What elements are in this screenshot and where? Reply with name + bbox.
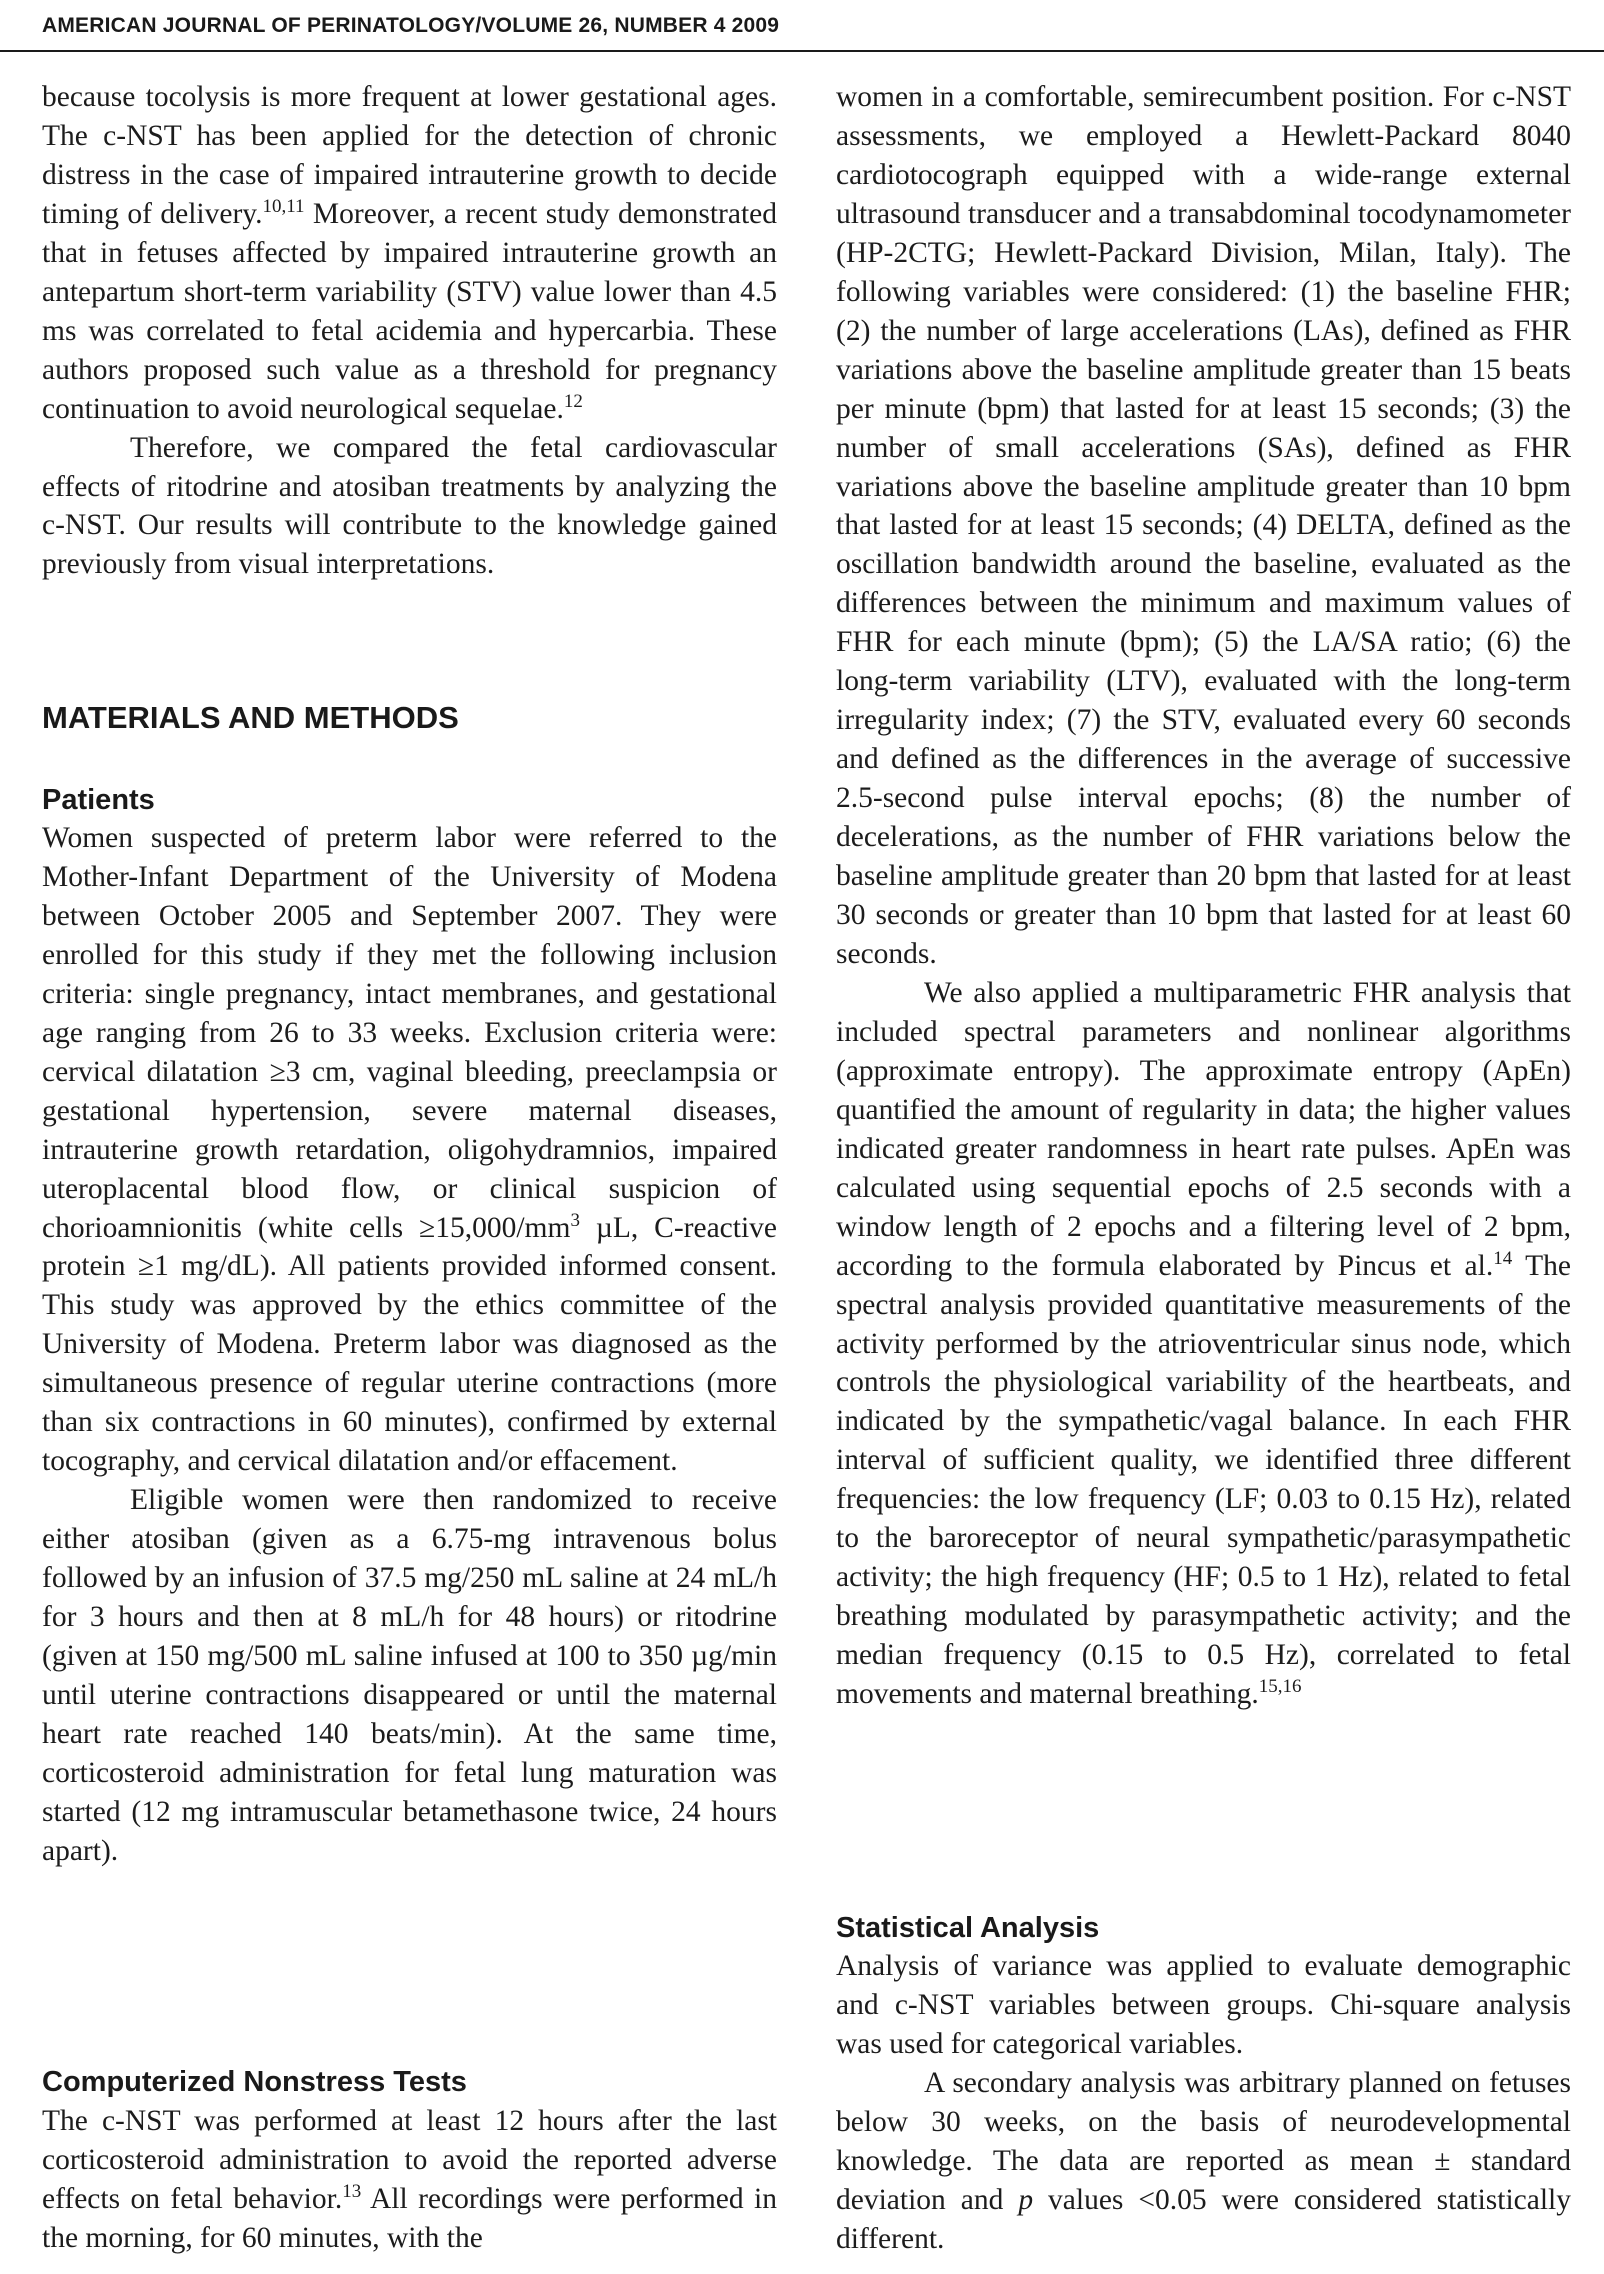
citation-14: 14 — [1493, 1247, 1513, 1269]
stats-paragraph-2: A secondary analysis was arbitrary planned on fetuses below 30 weeks, on the basis of neurodevelopmental knowledge. The data are reported as mean ± standard deviation and p values <0.05 were considered statistically different. — [836, 2066, 1571, 2255]
citation-13: 13 — [342, 2180, 362, 2202]
cnst-paragraph-1: The c-NST was performed at least 12 hours after the last corticosteroid administration to avoid the reported adverse effects on fetal behavior.$^{13}$ All recordings were performed in the morning, for 60 minutes, with the — [42, 2105, 777, 2254]
patients-block — [42, 819, 777, 1871]
multiparametric-paragraph: We also applied a multiparametric FHR analysis that included spectral parameters and nonlinear algorithms (approximate entropy). The approximate entropy (ApEn) quantified the amount of regularity in data; the higher values indicated greater randomness in heart rate pulses. ApEn was calculated using sequential epochs of 2.5 seconds with a window length of 2 epochs and a filtering level of 2 bpm, according to the formula elaborated by Pincus et al.$^{14}$ The spectral analysis provided quantitative measurements of the activity performed by the atrioventricular sinus node, which controls the physiological variability of the heartbeats, and indicated by the sympathetic/vagal balance. In each FHR interval of sufficient quality, we identified three different frequencies: the low frequency (LF; 0.03 to 0.15 Hz), related to the baroreceptor of neural sympathetic/parasympathetic activity; the high frequency (HF; 0.5 to 1 Hz), related to fetal breathing modulated by parasympathetic activity; and the median frequency (0.15 to 0.5 Hz), correlated to fetal movements and maternal breathing.$^{15,16}$ — [836, 976, 1571, 1711]
citation-10-11: 10,11 — [262, 195, 305, 217]
superscript-3: 3 — [570, 1209, 580, 1231]
intro-block — [42, 78, 777, 584]
cnst-block — [42, 2102, 777, 2258]
cnst-heading: Computerized Nonstress Tests — [42, 2066, 467, 2098]
intro-paragraph-1: because tocolysis is more frequent at lower gestational ages. The c-NST has been applied for the detection of chronic distress in the case of impaired intrauterine growth to decide timing of delivery.$^{10,11}$ Moreover, a recent study demonstrated that in fetuses affected by impaired intrauterine growth an antepartum short-term variability (STV) value lower than 4.5 ms was correlated to fetal acidemia and hypercarbia. These authors proposed such value as a threshold for pregnancy continuation to avoid neurological sequelae.$^{12}$ — [42, 81, 777, 425]
methods-continued-block — [836, 78, 1571, 1714]
patients-paragraph-1: Women suspected of preterm labor were referred to the Mother-Infant Department of the University of Modena between October 2005 and September 2007. They were enrolled for this study if they met the following inclusion criteria: single pregnancy, intact membranes, and gestational age ranging from 26 to 33 weeks. Exclusion criteria were: cervical dilatation ≥3 cm, vaginal bleeding, preeclampsia or gestational hypertension, severe maternal diseases, intrauterine growth retardation, oligohydramnios, impaired uteroplacental blood flow, or clinical suspicion of chorioamnionitis (white cells $\ge 15,000/mm^3$ µL, C-reactive protein ≥1 mg/dL). All patients provided informed consent. This study was approved by the ethics committee of the University of Modena. Preterm labor was diagnosed as the simultaneous presence of regular uterine contractions (more than six contractions in 60 minutes), confirmed by external tocography, and cervical dilatation and/or effacement. — [42, 822, 777, 1478]
citation-12: 12 — [563, 390, 583, 412]
p-symbol: p — [1018, 2183, 1034, 2216]
materials-methods-heading: MATERIALS AND METHODS — [42, 700, 459, 735]
citation-15-16: 15,16 — [1258, 1676, 1302, 1698]
patients-paragraph-2: Eligible women were then randomized to receive either atosiban (given as a 6.75-mg intravenous bolus followed by an infusion of 37.5 mg/250 mL saline at 24 mL/h for 3 hours and then at 8 mL/h for 48 hours) or ritodrine (given at 150 mg/500 mL saline infused at 100 to 350 µg/min until uterine contractions disappeared or until the maternal heart rate reached 140 beats/min). At the same time, corticosteroid administration for fetal lung maturation was started (12 mg intramuscular betamethasone twice, 24 hours apart). — [42, 1484, 777, 1867]
running-head: AMERICAN JOURNAL OF PERINATOLOGY/VOLUME 26, NUMBER 4 2009 — [42, 14, 780, 37]
header-rule — [0, 50, 1604, 52]
stats-paragraph-1: Analysis of variance was applied to evaluate demographic and c-NST variables between groups. Chi-square analysis was used for categorical variables. — [836, 1950, 1571, 2060]
intro-paragraph-2: Therefore, we compared the fetal cardiovascular effects of ritodrine and atosiban treatments by analyzing the c-NST. Our results will contribute to the knowledge gained previously from visual interpretations. — [42, 431, 777, 581]
patients-heading: Patients — [42, 784, 155, 816]
cnst-paragraph-continued: women in a comfortable, semirecumbent position. For c-NST assessments, we employed a Hewlett-Packard 8040 cardiotocograph equipped with a wide-range external ultrasound transducer and a transabdominal tocodynamometer (HP-2CTG; Hewlett-Packard Division, Milan, Italy). The following variables were considered: (1) the baseline FHR; (2) the number of large accelerations (LAs), defined as FHR variations above the baseline amplitude greater than 15 beats per minute (bpm) that lasted for at least 15 seconds; (3) the number of small accelerations (SAs), defined as FHR variations above the baseline amplitude greater than 10 bpm that lasted for at least 15 seconds; (4) DELTA, defined as the oscillation bandwidth around the baseline, evaluated as the differences between the minimum and maximum values of FHR for each minute (bpm); (5) the LA/SA ratio; (6) the long-term variability (LTV), evaluated with the long-term irregularity index; (7) the STV, evaluated every 60 seconds and defined as the differences in the average of successive 2.5-second pulse interval epochs; (8) the number of decelerations, as the number of FHR variations below the baseline amplitude greater than 20 bpm that lasted for at least 30 seconds or greater than 10 bpm that lasted for at least 60 seconds. — [836, 81, 1571, 970]
statistical-analysis-heading: Statistical Analysis — [836, 1912, 1100, 1944]
stats-block — [836, 1947, 1571, 2259]
